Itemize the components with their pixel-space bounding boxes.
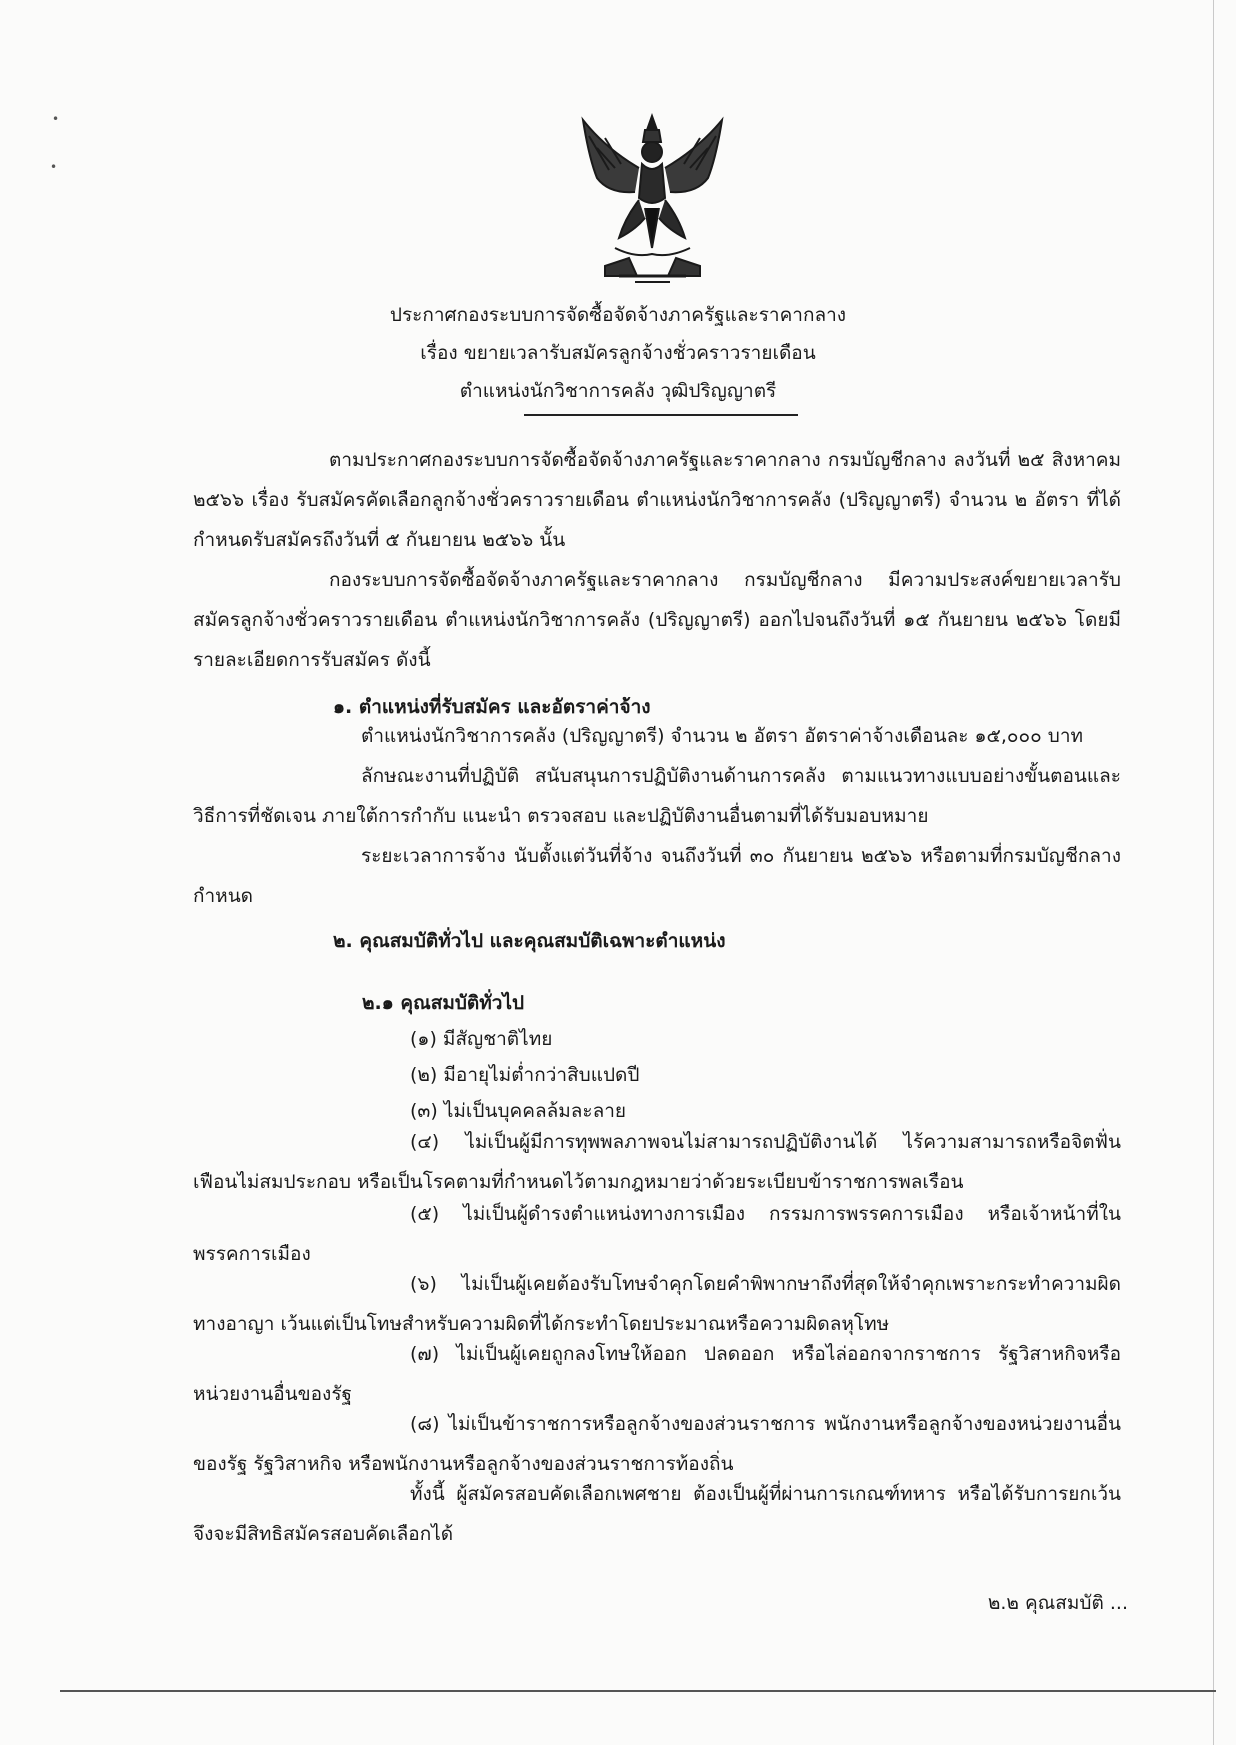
section-1-position: ตำแหน่งนักวิชาการคลัง (ปริญญาตรี) จำนวน ๒ อัตรา อัตราค่าจ้างเดือนละ ๑๕,๐๐๐ บาท: [361, 725, 1084, 747]
section-2-title: ๒. คุณสมบัติทั่วไป และคุณสมบัติเฉพาะตำแหน่ง: [333, 930, 726, 952]
qualification-item: (๘) ไม่เป็นข้าราชการหรือลูกจ้างของส่วนราชการ พนักงานหรือลูกจ้างของหน่วยงานอื่นของรัฐ รัฐวิสาหกิจ หรือพนักงานหรือลูกจ้างของส่วนราชการท้องถิ่น: [193, 1413, 1121, 1475]
announcement-heading-line1: ประกาศกองระบบการจัดซื้อจัดจ้างภาครัฐและราคากลาง: [389, 304, 847, 326]
heading-underline: [524, 414, 798, 416]
qualification-item: (๑) มีสัญชาติไทย: [410, 1028, 553, 1050]
scan-mark: •: [52, 112, 60, 126]
qualification-item: (๓) ไม่เป็นบุคคลล้มละลาย: [410, 1100, 627, 1122]
qualification-item: (๕) ไม่เป็นผู้ดำรงตำแหน่งทางการเมือง กรรมการพรรคการเมือง หรือเจ้าหน้าที่ในพรรคการเมือง: [193, 1203, 1121, 1265]
qualification-item: (๒) มีอายุไม่ต่ำกว่าสิบแปดปี: [410, 1064, 640, 1086]
section-1-duties: ลักษณะงานที่ปฏิบัติ สนับสนุนการปฏิบัติงานด้านการคลัง ตามแนวทางแบบอย่างขั้นตอนและวิธีการที่ชัดเจน ภายใต้การกำกับ แนะนำ ตรวจสอบ และปฏิบัติงานอื่นตามที่ได้รับมอบหมาย: [193, 765, 1121, 827]
qualification-item: (๔) ไม่เป็นผู้มีการทุพพลภาพจนไม่สามารถปฏิบัติงานได้ ไร้ความสามารถหรือจิตฟั่นเฟือนไม่สมประกอบ หรือเป็นโรคตามที่กำหนดไว้ตามกฎหมายว่าด้วยระเบียบข้าราชการพลเรือน: [193, 1131, 1121, 1193]
announcement-position: ตำแหน่งนักวิชาการคลัง วุฒิปริญญาตรี: [459, 380, 777, 402]
military-service-note: ทั้งนี้ ผู้สมัครสอบคัดเลือกเพศชาย ต้องเป็นผู้ที่ผ่านการเกณฑ์ทหาร หรือได้รับการยกเว้น จึงจะมีสิทธิสมัครสอบคัดเลือกได้: [193, 1483, 1121, 1545]
qualification-item: (๗) ไม่เป็นผู้เคยถูกลงโทษให้ออก ปลดออก หรือไล่ออกจากราชการ รัฐวิสาหกิจหรือหน่วยงานอื่นของรัฐ: [193, 1343, 1121, 1405]
section-1-title: ๑. ตำแหน่งที่รับสมัคร และอัตราค่าจ้าง: [333, 696, 651, 718]
section-2-1-title: ๒.๑ คุณสมบัติทั่วไป: [362, 992, 525, 1014]
announcement-subject: เรื่อง ขยายเวลารับสมัครลูกจ้างชั่วคราวรายเดือน: [420, 342, 816, 364]
page-edge: [1213, 0, 1214, 1745]
garuda-emblem-icon: [575, 108, 730, 293]
section-1-period: ระยะเวลาการจ้าง นับตั้งแต่วันที่จ้าง จนถึงวันที่ ๓๐ กันยายน ๒๕๖๖ หรือตามที่กรมบัญชีกลางกำหนด: [193, 845, 1121, 907]
continued-marker: ๒.๒ คุณสมบัติ ...: [987, 1592, 1128, 1614]
intro-paragraph-2: กองระบบการจัดซื้อจัดจ้างภาครัฐและราคากลาง กรมบัญชีกลาง มีความประสงค์ขยายเวลารับสมัครลูกจ้างชั่วคราวรายเดือน ตำแหน่งนักวิชาการคลัง (ปริญญาตรี) ออกไปจนถึงวันที่ ๑๕ กันยายน ๒๕๖๖ โดยมีรายละเอียดการรับสมัคร ดังนี้: [193, 569, 1121, 671]
qualification-item: (๖) ไม่เป็นผู้เคยต้องรับโทษจำคุกโดยคำพิพากษาถึงที่สุดให้จำคุกเพราะกระทำความผิดทางอาญา เว้นแต่เป็นโทษสำหรับความผิดที่ได้กระทำโดยประมาณหรือความผิดลหุโทษ: [193, 1273, 1121, 1335]
intro-paragraph-1: ตามประกาศกองระบบการจัดซื้อจัดจ้างภาครัฐและราคากลาง กรมบัญชีกลาง ลงวันที่ ๒๕ สิงหาคม ๒๕๖๖ เรื่อง รับสมัครคัดเลือกลูกจ้างชั่วคราวรายเดือน ตำแหน่งนักวิชาการคลัง (ปริญญาตรี) จำนวน ๒ อัตรา ที่ได้กำหนดรับสมัครถึงวันที่ ๕ กันยายน ๒๕๖๖ นั้น: [193, 449, 1121, 551]
scan-mark: •: [50, 160, 58, 174]
scan-bottom-rule: [60, 1690, 1216, 1692]
